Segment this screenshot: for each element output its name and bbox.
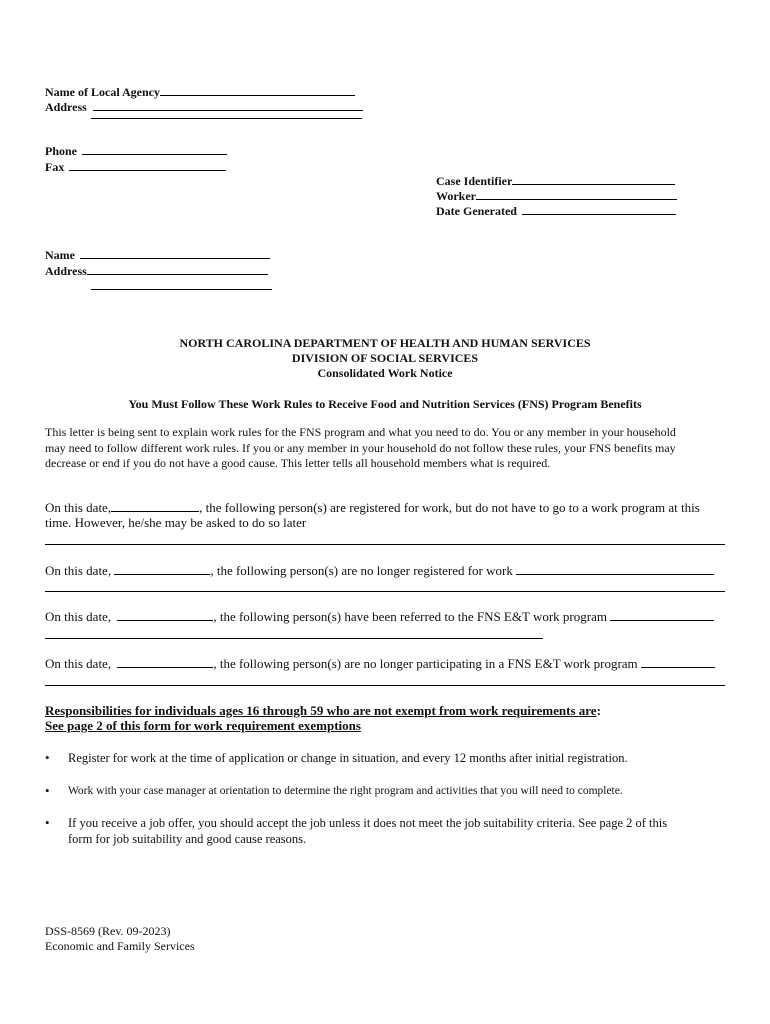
bullet-icon: • — [45, 783, 50, 798]
responsibility-item-2: Work with your case manager at orientation to determine the right program and activities that you will need to complete. — [68, 785, 623, 797]
responsibility-item-1: Register for work at the time of application or change in situation, and every 12 months after initial registration. — [68, 751, 628, 765]
section-4-prefix: On this date, — [45, 656, 112, 671]
recipient-address-row — [45, 263, 268, 279]
department-title: NORTH CAROLINA DEPARTMENT OF HEALTH AND HUMAN SERVICES — [179, 336, 591, 350]
section-1-suffix: , the following person(s) are registered for work, but do not have to go to a work program at this — [199, 500, 700, 515]
phone-row — [45, 143, 227, 159]
agency-address-field-2[interactable] — [91, 118, 362, 119]
fax-row — [45, 159, 226, 175]
responsibility-item-3-line-2: form for job suitability and good cause reasons. — [68, 832, 307, 846]
local-agency-label: Name of Local Agency — [45, 85, 160, 99]
section-3-suffix: , the following person(s) have been referred to the FNS E&T work program — [213, 609, 607, 624]
bullet-icon: • — [45, 750, 50, 765]
responsibility-item-3: If you receive a job offer, you should accept the job unless it does not meet the job suitability criteria. See page 2 of this — [68, 816, 668, 830]
local-agency-row — [45, 84, 355, 100]
worker-field[interactable] — [476, 188, 677, 200]
notice-title: Consolidated Work Notice — [317, 366, 453, 380]
responsibilities-heading-text: Responsibilities for individuals ages 16 through 59 who are not exempt from work requirements are — [45, 703, 597, 718]
section-3-prefix: On this date, — [45, 609, 112, 624]
agency-address-row — [45, 99, 363, 115]
section-1-line-2: time. However, he/she may be asked to do so later — [45, 515, 307, 530]
phone-label: Phone — [45, 144, 78, 158]
section-3-persons-field[interactable] — [610, 609, 714, 621]
worker-label: Worker — [436, 189, 476, 203]
section-3-date-field[interactable] — [117, 609, 213, 621]
section-2-persons-field-2[interactable] — [45, 591, 725, 592]
section-1-prefix: On this date, — [45, 500, 112, 515]
section-1-line-1 — [45, 500, 700, 516]
date-generated-field[interactable] — [522, 203, 676, 215]
agency-address-field-1[interactable] — [93, 99, 363, 111]
section-3-line — [45, 609, 714, 625]
intro-line-3: decrease or end if you do not have a good cause. This letter tells all household members what is required. — [45, 456, 551, 470]
fax-label: Fax — [45, 160, 65, 174]
local-agency-field[interactable] — [160, 84, 355, 96]
case-identifier-field[interactable] — [512, 173, 675, 185]
recipient-address-label: Address — [45, 264, 87, 278]
section-4-persons-field-2[interactable] — [45, 685, 725, 686]
intro-line-1: This letter is being sent to explain work rules for the FNS program and what you need to do. You or any member in your household — [45, 425, 676, 439]
fax-field[interactable] — [69, 159, 226, 171]
recipient-address-field-2[interactable] — [91, 289, 272, 290]
section-1-date-field[interactable] — [111, 500, 199, 512]
division-title: DIVISION OF SOCIAL SERVICES — [291, 351, 479, 365]
recipient-name-row — [45, 247, 270, 263]
section-2-line — [45, 563, 714, 579]
section-2-date-field[interactable] — [114, 563, 210, 575]
section-2-persons-field[interactable] — [516, 563, 714, 575]
responsibilities-subheading: See page 2 of this form for work requirement exemptions — [45, 718, 361, 733]
section-1-persons-field[interactable] — [45, 544, 725, 545]
worker-row — [436, 188, 677, 204]
date-generated-row — [436, 203, 676, 219]
intro-line-2: may need to follow different work rules. If you or any member in your household do not follow these rules, your FNS benefits may — [45, 441, 676, 455]
section-4-suffix: , the following person(s) are no longer participating in a FNS E&T work program — [213, 656, 638, 671]
section-4-date-field[interactable] — [117, 656, 213, 668]
section-2-prefix: On this date, — [45, 563, 112, 578]
case-identifier-label: Case Identifier — [436, 174, 513, 188]
section-4-persons-field[interactable] — [641, 656, 715, 668]
footer-department: Economic and Family Services — [45, 939, 195, 953]
section-2-suffix: , the following person(s) are no longer registered for work — [210, 563, 513, 578]
agency-address-label: Address — [45, 100, 87, 114]
recipient-name-label: Name — [45, 248, 75, 262]
form-number: DSS-8569 (Rev. 09-2023) — [45, 924, 171, 938]
responsibilities-heading-colon: : — [596, 703, 601, 718]
recipient-address-field-1[interactable] — [87, 263, 268, 275]
notice-subtitle: You Must Follow These Work Rules to Receive Food and Nutrition Services (FNS) Program Benefits — [128, 397, 642, 411]
recipient-name-field[interactable] — [80, 247, 270, 259]
responsibilities-heading — [45, 703, 601, 719]
bullet-icon: • — [45, 815, 50, 830]
case-identifier-row — [436, 173, 675, 189]
section-3-persons-field-2[interactable] — [45, 638, 543, 639]
date-generated-label: Date Generated — [436, 204, 517, 218]
section-4-line — [45, 656, 715, 672]
phone-field[interactable] — [82, 143, 227, 155]
